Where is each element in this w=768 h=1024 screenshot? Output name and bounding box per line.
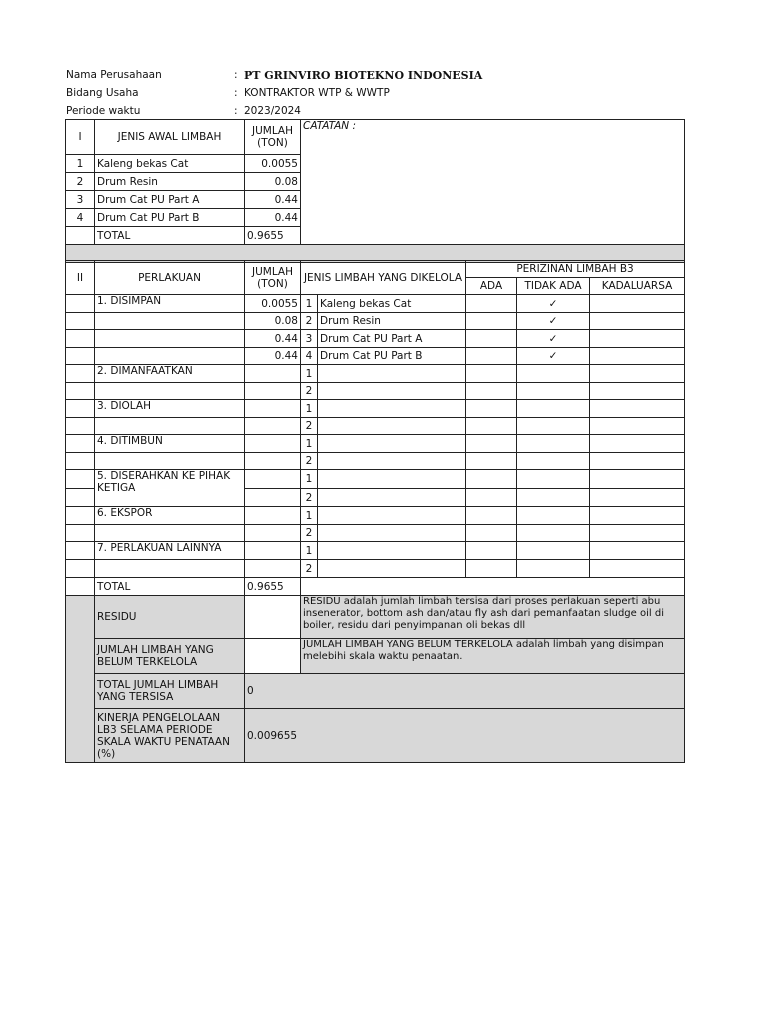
table-row: [66, 365, 685, 383]
colon: :: [234, 87, 238, 99]
empty-cell: [466, 470, 517, 489]
row-number: 2: [301, 525, 318, 542]
empty-cell: [301, 578, 685, 596]
empty-cell: [517, 383, 590, 400]
empty-cell: [245, 453, 301, 470]
remaining-label: TOTAL JUMLAH LIMBAH YANG TERSISA: [95, 674, 245, 709]
waste-name: Drum Cat PU Part B: [95, 209, 245, 227]
empty-cell: [66, 542, 95, 560]
empty-cell: [590, 383, 685, 400]
table-row: [66, 470, 685, 489]
empty-cell: [517, 470, 590, 489]
empty-cell: [66, 470, 95, 489]
empty-cell: [318, 383, 466, 400]
empty-cell: [517, 489, 590, 507]
empty-cell: [517, 525, 590, 542]
empty-cell: [245, 400, 301, 418]
row-number: 1: [301, 365, 318, 383]
table-row: [66, 560, 685, 578]
empty-cell: [517, 365, 590, 383]
empty-cell: [590, 560, 685, 578]
empty-cell: [466, 400, 517, 418]
check-icon: ✓: [517, 330, 590, 348]
col-header-waste-managed: JENIS LIMBAH YANG DIKELOLA: [301, 261, 466, 295]
empty-cell: [517, 418, 590, 435]
empty-cell: [66, 227, 95, 245]
waste-amount: 0.08: [245, 173, 301, 191]
treatment-label: 2. DIMANFAATKAN: [95, 365, 245, 383]
empty-cell: [466, 489, 517, 507]
col-header-treatment: PERLAKUAN: [95, 261, 245, 295]
total-value: 0.9655: [245, 227, 301, 245]
empty-cell: [66, 313, 95, 330]
empty-cell: [66, 348, 95, 365]
table-row: [66, 418, 685, 435]
total-row: [66, 578, 685, 596]
empty-cell: [66, 383, 95, 400]
remaining-value: 0: [245, 674, 685, 709]
empty-cell: [318, 453, 466, 470]
check-icon: ✓: [517, 313, 590, 330]
empty-cell: [95, 418, 245, 435]
empty-cell: [318, 470, 466, 489]
amount: 0.44: [245, 330, 301, 348]
empty-cell: [590, 470, 685, 489]
empty-cell: [466, 295, 517, 313]
row-number: 1: [301, 470, 318, 489]
empty-cell: [66, 330, 95, 348]
notes-cell: CATATAN :: [301, 120, 685, 245]
empty-cell: [66, 489, 95, 507]
table-row: [66, 295, 685, 313]
empty-cell: [466, 542, 517, 560]
treatment-label: 6. EKSPOR: [95, 507, 245, 525]
residu-value: [245, 596, 301, 639]
residu-note: RESIDU adalah jumlah limbah tersisa dari proses perlakuan seperti abu insenerator, bottom ash dan/atau fly ash dari pemanfaatan sludge oil di boiler, residu dari penyimpanan oli bekas dll: [301, 596, 685, 639]
empty-cell: [590, 489, 685, 507]
col-header-tidak-ada: TIDAK ADA: [517, 278, 590, 295]
empty-cell: [590, 295, 685, 313]
empty-cell: [466, 313, 517, 330]
empty-cell: [245, 470, 301, 489]
waste-name: Drum Cat PU Part A: [318, 330, 466, 348]
unmanaged-note: JUMLAH LIMBAH YANG BELUM TERKELOLA adalah limbah yang disimpan melebihi skala waktu penaatan.: [301, 639, 685, 674]
period-value: 2023/2024: [244, 105, 301, 117]
empty-cell: [590, 453, 685, 470]
empty-cell: [245, 435, 301, 453]
table-row: [66, 525, 685, 542]
document-header: [66, 66, 686, 120]
empty-cell: [245, 489, 301, 507]
company-label: Nama Perusahaan: [66, 69, 162, 81]
empty-cell: [66, 435, 95, 453]
empty-cell: [245, 542, 301, 560]
amount: 0.0055: [245, 295, 301, 313]
row-number: 1: [301, 400, 318, 418]
col-header-permit: PERIZINAN LIMBAH B3: [466, 261, 685, 278]
row-number: 2: [301, 418, 318, 435]
empty-cell: [590, 435, 685, 453]
empty-cell: [245, 418, 301, 435]
colon: :: [234, 69, 238, 81]
empty-cell: [95, 453, 245, 470]
table-row: [66, 507, 685, 525]
section-number: I: [66, 120, 95, 155]
row-number: 3: [66, 191, 95, 209]
empty-cell: [318, 542, 466, 560]
check-icon: ✓: [517, 295, 590, 313]
row-number: 2: [301, 453, 318, 470]
empty-cell: [95, 348, 245, 365]
empty-cell: [318, 365, 466, 383]
empty-cell: [590, 400, 685, 418]
business-row: [66, 84, 686, 102]
empty-cell: [66, 453, 95, 470]
empty-cell: [466, 418, 517, 435]
section-number: II: [66, 261, 95, 295]
period-row: [66, 102, 686, 120]
waste-amount: 0.44: [245, 209, 301, 227]
row-number: 4: [301, 348, 318, 365]
empty-cell: [318, 489, 466, 507]
total-label: TOTAL: [95, 578, 245, 596]
row-number: 1: [301, 542, 318, 560]
empty-cell: [466, 507, 517, 525]
empty-cell: [590, 507, 685, 525]
table-row: [66, 348, 685, 365]
company-row: [66, 66, 686, 84]
empty-cell: [95, 525, 245, 542]
performance-label: KINERJA PENGELOLAAN LB3 SELAMA PERIODE SKALA WAKTU PENATAAN (%): [95, 709, 245, 763]
table-header-row: [66, 261, 685, 278]
empty-cell: [466, 453, 517, 470]
empty-cell: [66, 365, 95, 383]
table-header-row: [66, 120, 685, 155]
empty-cell: [245, 365, 301, 383]
waste-amount: 0.44: [245, 191, 301, 209]
empty-cell: [66, 525, 95, 542]
empty-cell: [66, 418, 95, 435]
amount: 0.08: [245, 313, 301, 330]
colon: :: [234, 105, 238, 117]
table-row: [66, 542, 685, 560]
treatment-label: 4. DITIMBUN: [95, 435, 245, 453]
empty-cell: [95, 383, 245, 400]
total-label: TOTAL: [95, 227, 245, 245]
empty-cell: [95, 313, 245, 330]
table-row: [66, 400, 685, 418]
col-header-kadaluarsa: KADALUARSA: [590, 278, 685, 295]
empty-cell: [590, 542, 685, 560]
company-name: PT GRINVIRO BIOTEKNO INDONESIA: [244, 68, 483, 82]
empty-cell: [245, 525, 301, 542]
empty-cell: [318, 560, 466, 578]
summary-side: [66, 596, 95, 763]
row-number: 2: [66, 173, 95, 191]
empty-cell: [466, 330, 517, 348]
treatment-label: 1. DISIMPAN: [95, 295, 245, 313]
empty-cell: [66, 560, 95, 578]
business-value: KONTRAKTOR WTP & WWTP: [244, 87, 390, 99]
empty-cell: [95, 560, 245, 578]
row-number: 3: [301, 330, 318, 348]
row-number: 1: [301, 295, 318, 313]
empty-cell: [517, 507, 590, 525]
empty-cell: [95, 330, 245, 348]
amount: 0.44: [245, 348, 301, 365]
empty-cell: [466, 365, 517, 383]
table-row: [66, 330, 685, 348]
table-row: [66, 435, 685, 453]
col-header-amount: JUMLAH (TON): [245, 261, 301, 295]
empty-cell: [66, 400, 95, 418]
check-icon: ✓: [517, 348, 590, 365]
waste-name: Drum Resin: [318, 313, 466, 330]
treatment-label: 5. DISERAHKAN KE PIHAK KETIGA: [95, 470, 245, 507]
empty-cell: [466, 435, 517, 453]
empty-cell: [66, 507, 95, 525]
initial-waste-table: [65, 119, 685, 263]
row-number: 2: [301, 313, 318, 330]
empty-cell: [318, 507, 466, 525]
col-header-amount: JUMLAH (TON): [245, 120, 301, 155]
empty-cell: [466, 383, 517, 400]
empty-cell: [517, 542, 590, 560]
treatment-table: [65, 260, 685, 763]
empty-cell: [517, 453, 590, 470]
empty-cell: [466, 348, 517, 365]
waste-name: Drum Cat PU Part A: [95, 191, 245, 209]
empty-cell: [517, 435, 590, 453]
empty-cell: [590, 418, 685, 435]
residu-row: [66, 596, 685, 639]
empty-cell: [590, 525, 685, 542]
row-number: 1: [301, 435, 318, 453]
col-header-ada: ADA: [466, 278, 517, 295]
residu-label: RESIDU: [95, 596, 245, 639]
col-header-waste-type: JENIS AWAL LIMBAH: [95, 120, 245, 155]
empty-cell: [318, 418, 466, 435]
empty-cell: [318, 525, 466, 542]
empty-cell: [245, 507, 301, 525]
unmanaged-label: JUMLAH LIMBAH YANG BELUM TERKELOLA: [95, 639, 245, 674]
performance-value: 0.009655: [245, 709, 685, 763]
empty-cell: [245, 383, 301, 400]
empty-cell: [517, 400, 590, 418]
row-number: 2: [301, 383, 318, 400]
row-number: 4: [66, 209, 95, 227]
empty-cell: [318, 435, 466, 453]
remaining-row: [66, 674, 685, 709]
empty-cell: [245, 560, 301, 578]
empty-cell: [66, 578, 95, 596]
period-label: Periode waktu: [66, 105, 141, 117]
business-label: Bidang Usaha: [66, 87, 139, 99]
waste-name: Kaleng bekas Cat: [95, 155, 245, 173]
row-number: 1: [301, 507, 318, 525]
table-row: [66, 453, 685, 470]
empty-cell: [517, 560, 590, 578]
waste-amount: 0.0055: [245, 155, 301, 173]
unmanaged-row: [66, 639, 685, 674]
unmanaged-value: [245, 639, 301, 674]
performance-row: [66, 709, 685, 763]
empty-cell: [318, 400, 466, 418]
waste-name: Drum Resin: [95, 173, 245, 191]
total-value: 0.9655: [245, 578, 301, 596]
empty-cell: [466, 525, 517, 542]
treatment-label: 7. PERLAKUAN LAINNYA: [95, 542, 245, 560]
row-number: 2: [301, 560, 318, 578]
empty-cell: [590, 330, 685, 348]
table-row: [66, 383, 685, 400]
row-number: 2: [301, 489, 318, 507]
waste-name: Kaleng bekas Cat: [318, 295, 466, 313]
empty-cell: [590, 348, 685, 365]
treatment-label: 3. DIOLAH: [95, 400, 245, 418]
empty-cell: [66, 295, 95, 313]
empty-cell: [466, 560, 517, 578]
table-row: [66, 313, 685, 330]
row-number: 1: [66, 155, 95, 173]
empty-cell: [590, 313, 685, 330]
empty-cell: [590, 365, 685, 383]
waste-name: Drum Cat PU Part B: [318, 348, 466, 365]
